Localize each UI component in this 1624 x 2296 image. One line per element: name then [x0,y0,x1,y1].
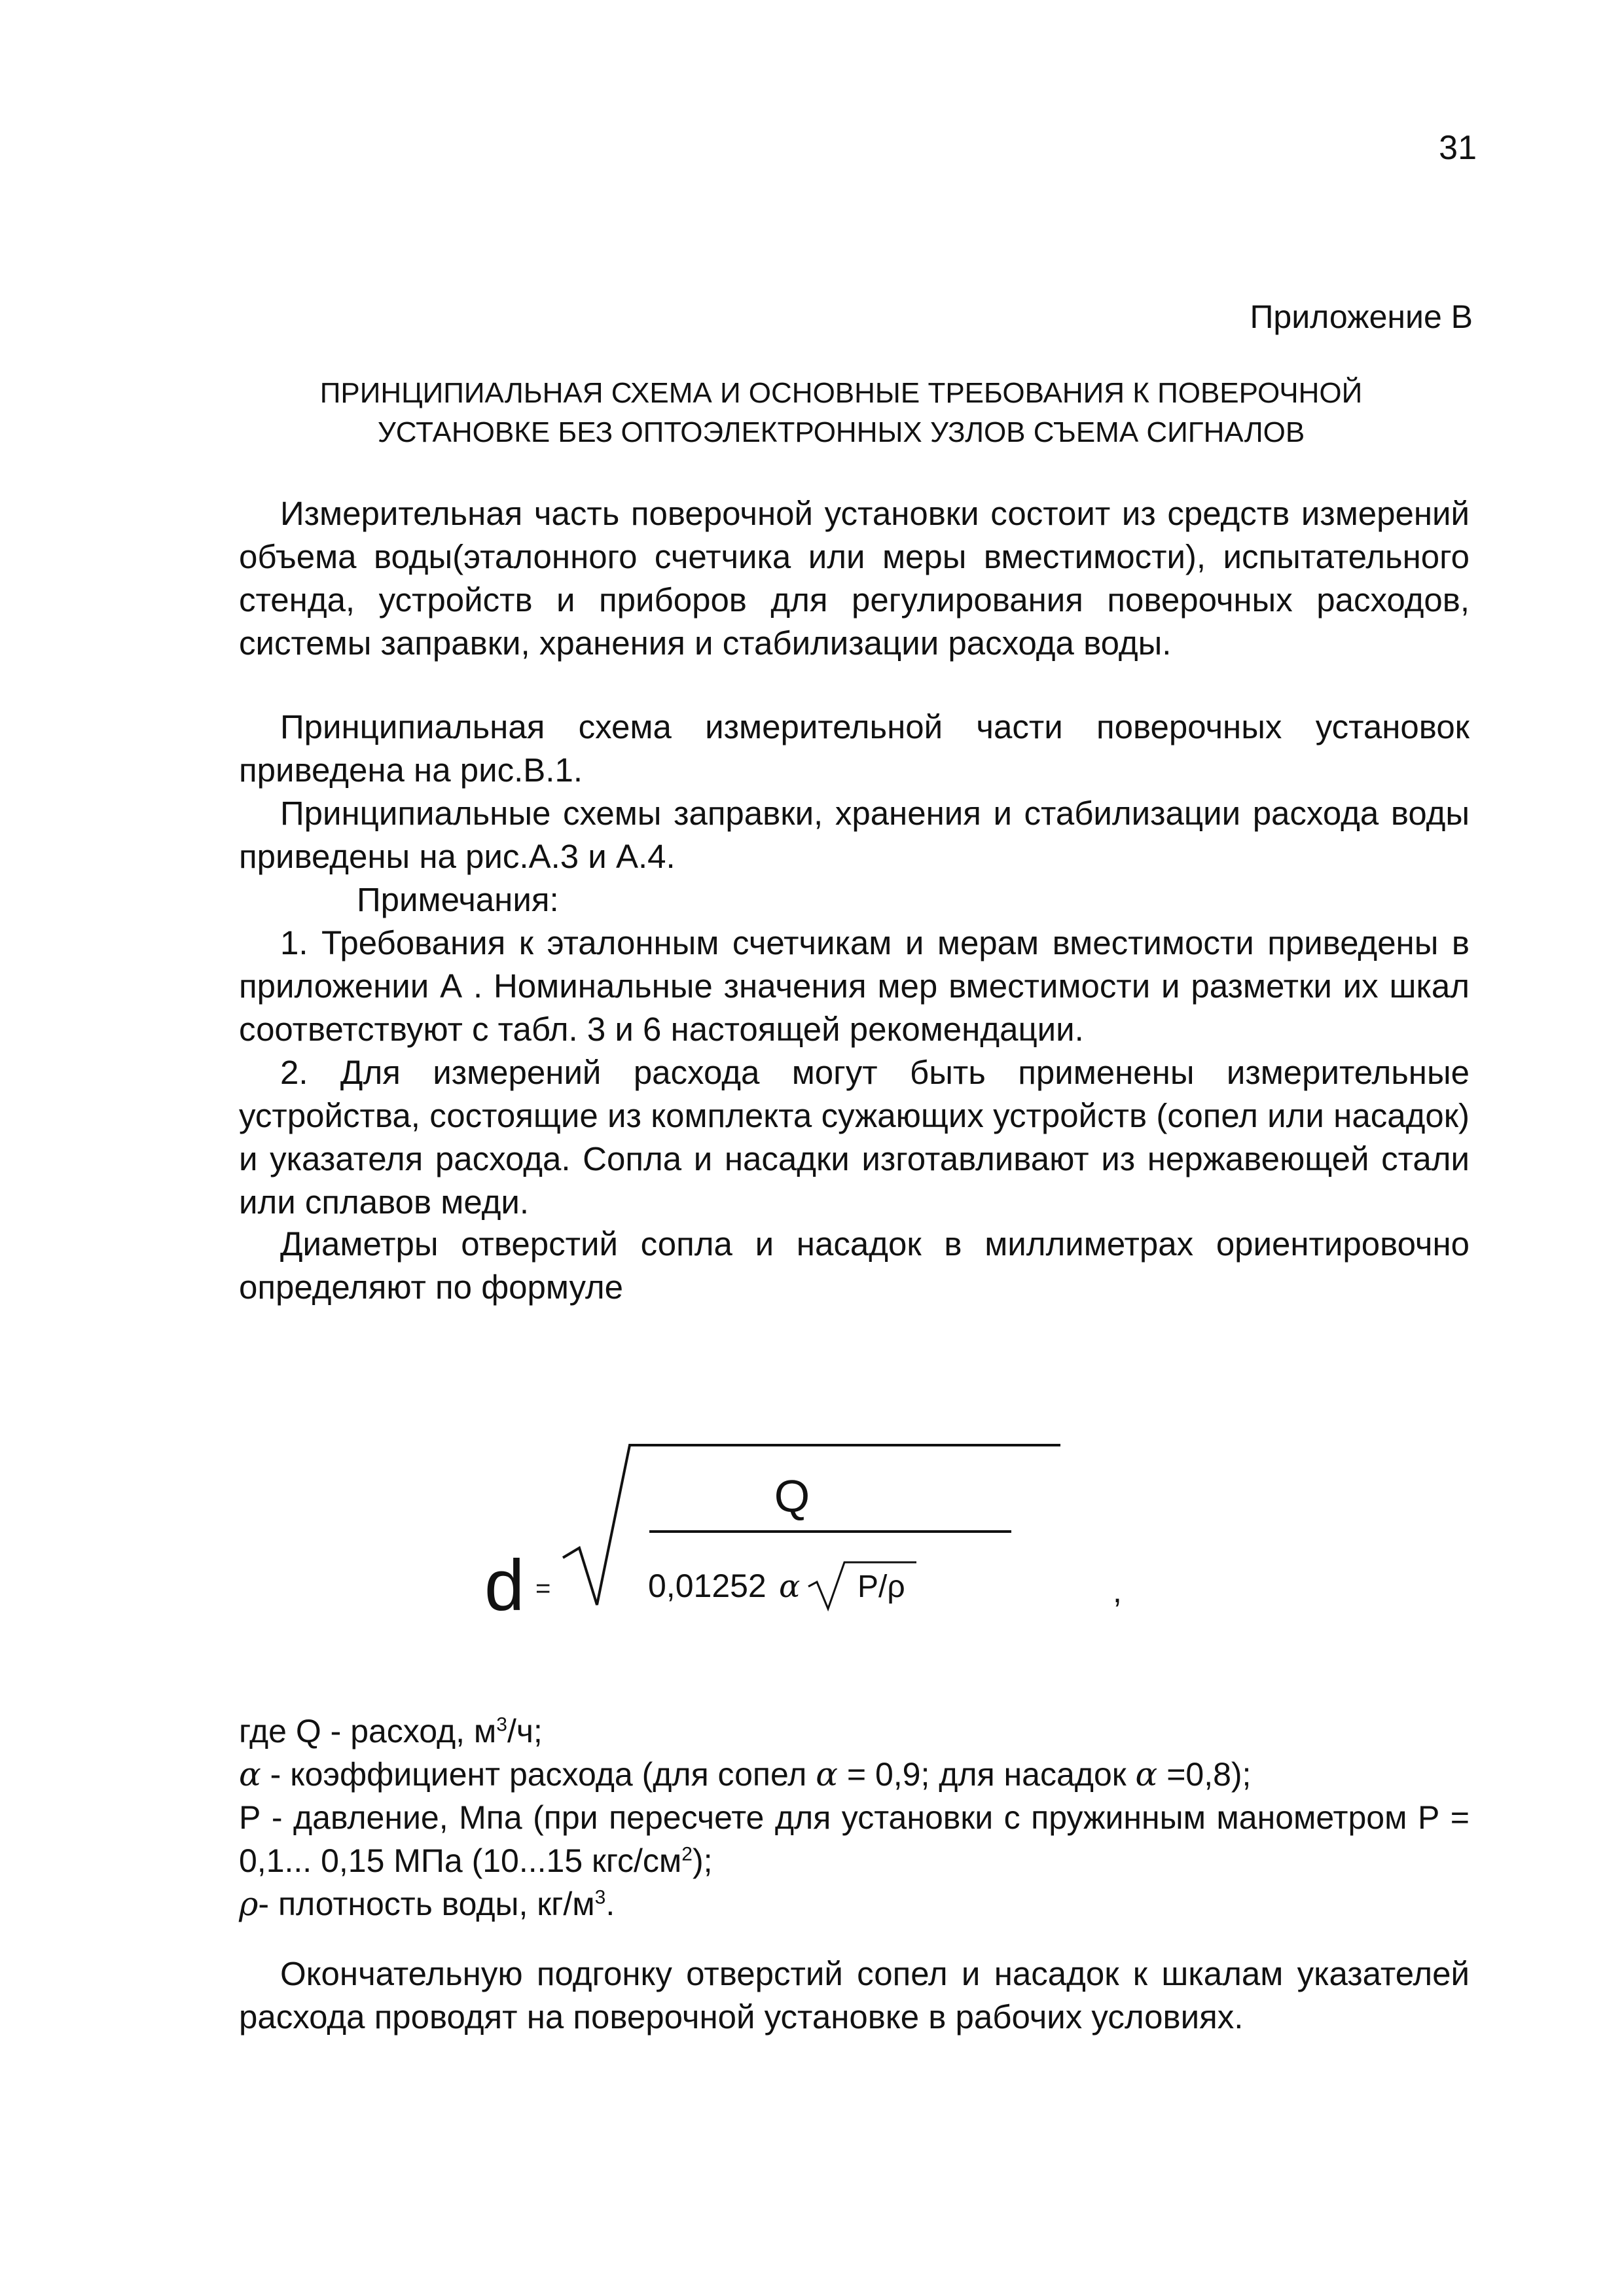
legend-q [239,1710,1470,1753]
legend-alpha-symbol-3: α [1135,1755,1158,1793]
legend-rho-text: - плотность воды, кг/м [258,1886,595,1922]
note-2: 2. Для измерений расхода могут быть применены измерительные устройства, состоящие из комплекта сужающих устройств (сопел или насадок) и указателя расхода. Сопла и насадки изготавливают из нержавеющей стали или сплавов меди. [239,1054,1470,1221]
legend-p-text-1: Р - давление, Мпа (при пересчете для установки с пружинным манометром Р = 0,1... 0,15 МПа (10...15 кгс/см [239,1799,1470,1879]
paragraph-schematic-reference: Принципиальная схема измерительной части поверочных установок приведена на рис.В.1. [239,708,1470,789]
legend-alpha-text-1: - коэффициент расхода (для сопел [261,1756,816,1793]
document-title-line-2: УСТАНОВКЕ БЕЗ ОПТОЭЛЕКТРОННЫХ УЗЛОВ СЪЕМА СИГНАЛОВ [377,416,1305,448]
legend-q-suffix: /ч; [507,1713,543,1749]
formula-trailing-comma: , [1113,1573,1122,1609]
legend-alpha-text-2: = 0,9; для насадок [837,1756,1136,1793]
formula-numerator-q: Q [774,1471,810,1522]
legend-p [239,1796,1470,1882]
note-1: 1. Требования к эталонным счетчикам и мерам вместимости приведены в приложении А . Номинальные значения мер вместимости и разметки их шкал соответствуют с табл. 3 и 6 настоящей рекомендации. [239,924,1470,1048]
notes-heading: Примечания: [357,881,559,918]
legend-rho-end: . [605,1886,615,1922]
legend-rho-symbol: ρ [239,1885,259,1923]
paragraph-diameter-formula-intro: Диаметры отверстий сопла и насадок в миллиметрах ориентировочно определяют по формуле [239,1225,1470,1306]
legend-alpha-symbol: α [239,1755,261,1793]
legend-alpha [239,1753,1470,1796]
formula-equals: = [535,1574,551,1603]
legend-rho [239,1882,1470,1926]
legend-alpha-symbol-2: α [816,1755,838,1793]
document-title-line-1: ПРИНЦИПИАЛЬНАЯ СХЕМА И ОСНОВНЫЕ ТРЕБОВАНИЯ К ПОВЕРОЧНОЙ [319,377,1363,409]
page-number: 31 [1439,129,1477,167]
formula-alpha: α [779,1568,801,1605]
legend-alpha-text-3: =0,8); [1157,1756,1252,1793]
formula-inner-root-expression: P/ρ [857,1570,905,1604]
legend-q-prefix: где Q - расход, м [239,1713,497,1749]
outer-root-sign [563,1445,1060,1605]
legend-rho-sup: 3 [594,1886,606,1909]
legend-q-sup: 3 [496,1713,507,1736]
formula-lhs-d: d [484,1545,525,1626]
diameter-formula [458,1433,1178,1656]
paragraph-measuring-part: Измерительная часть поверочной установки состоит из средств измерений объема воды(эталонного счетчика или меры вместимости), испытательного стенда, устройств и приборов для регулирования поверочных расходов, системы заправки, хранения и стабилизации расхода воды. [239,495,1470,662]
formula-coefficient: 0,01252 [648,1568,767,1604]
paragraph-filling-schemes: Принципиальные схемы заправки, хранения и стабилизации расхода воды приведены на рис.А.3 и А.4. [239,795,1470,875]
legend-p-sup: 2 [681,1843,693,1865]
paragraph-final-fitting: Окончательную подгонку отверстий сопел и насадок к шкалам указателей расхода проводят на поверочной установке в рабочих условиях. [239,1955,1470,2036]
legend-p-text-2: ); [692,1842,713,1879]
appendix-label: Приложение В [1250,298,1473,335]
